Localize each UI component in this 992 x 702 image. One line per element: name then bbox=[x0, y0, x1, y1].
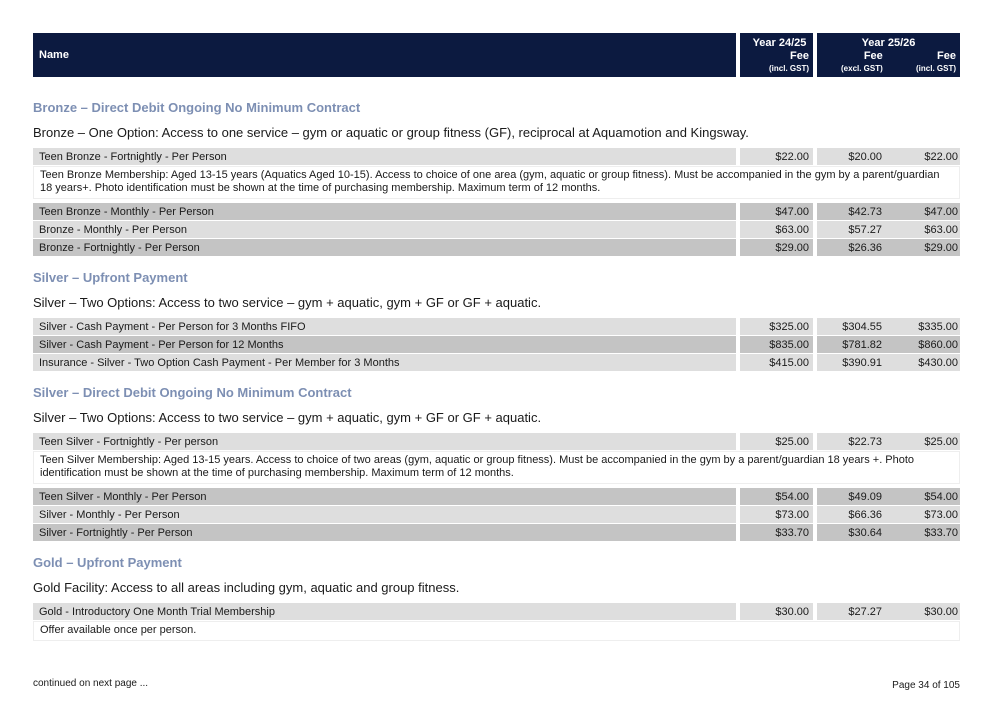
table-row bbox=[33, 221, 960, 238]
header-year-2425 bbox=[740, 33, 813, 77]
row-fee-2526-ex: $49.09 bbox=[817, 488, 887, 505]
row-fee-2526-ex: $781.82 bbox=[817, 336, 887, 353]
section-silver-direct-debit bbox=[33, 385, 960, 541]
header-year2-sub-in: (incl. GST) bbox=[916, 64, 956, 73]
row-fee-2526-in: $860.00 bbox=[887, 336, 960, 353]
section-title: Gold – Upfront Payment bbox=[33, 555, 182, 570]
row-fee-2526-in: $29.00 bbox=[887, 239, 960, 256]
table-row bbox=[33, 239, 960, 256]
section-description: Gold Facility: Access to all areas including gym, aquatic and group fitness. bbox=[33, 580, 460, 595]
row-name: Teen Silver - Monthly - Per Person bbox=[33, 488, 736, 505]
row-name: Bronze - Fortnightly - Per Person bbox=[33, 239, 736, 256]
row-fee-2526-ex: $57.27 bbox=[817, 221, 887, 238]
header-year1-fee: Fee bbox=[790, 50, 809, 62]
row-fee-2526-in: $54.00 bbox=[887, 488, 960, 505]
row-fee-2425: $835.00 bbox=[740, 336, 813, 353]
table-row bbox=[33, 506, 960, 523]
table-row bbox=[33, 354, 960, 371]
table-row bbox=[33, 524, 960, 541]
row-fee-2526-ex: $304.55 bbox=[817, 318, 887, 335]
row-name: Teen Bronze - Fortnightly - Per Person bbox=[33, 148, 736, 165]
header-year2-label: Year 25/26 bbox=[861, 37, 916, 49]
section-description: Bronze – One Option: Access to one service – gym or aquatic or group fitness (GF), reciprocal at Aquamotion and Kingsway. bbox=[33, 125, 749, 140]
row-fee-2425: $325.00 bbox=[740, 318, 813, 335]
row-fee-2425: $54.00 bbox=[740, 488, 813, 505]
row-name: Bronze - Monthly - Per Person bbox=[33, 221, 736, 238]
row-name: Gold - Introductory One Month Trial Membership bbox=[33, 603, 736, 620]
row-fee-2526-in: $33.70 bbox=[887, 524, 960, 541]
row-note: Teen Bronze Membership: Aged 13-15 years (Aquatics Aged 10-15). Access to choice of one area (gym, aquatic or group fitness). Must be accompanied in the gym by a parent/guardian 18 years+. Photo identification must be shown at the time of purchasing membership. Maximum term of 12 months. bbox=[33, 166, 960, 199]
header-year-2526 bbox=[817, 33, 960, 77]
page-number: Page 34 of 105 bbox=[892, 680, 960, 691]
row-name: Teen Bronze - Monthly - Per Person bbox=[33, 203, 736, 220]
table-row bbox=[33, 336, 960, 353]
row-fee-2526-in: $25.00 bbox=[887, 433, 960, 450]
header-year1-sub: (incl. GST) bbox=[769, 64, 809, 73]
table-row bbox=[33, 318, 960, 335]
section-silver-upfront bbox=[33, 270, 960, 371]
row-fee-2526-in: $73.00 bbox=[887, 506, 960, 523]
row-fee-2526-ex: $66.36 bbox=[817, 506, 887, 523]
row-fee-2526-ex: $390.91 bbox=[817, 354, 887, 371]
row-fee-2526-in: $430.00 bbox=[887, 354, 960, 371]
continued-note: continued on next page ... bbox=[33, 678, 149, 689]
row-name: Insurance - Silver - Two Option Cash Payment - Per Member for 3 Months bbox=[33, 354, 736, 371]
row-fee-2425: $63.00 bbox=[740, 221, 813, 238]
row-name: Silver - Cash Payment - Per Person for 3 Months FIFO bbox=[33, 318, 736, 335]
row-fee-2425: $29.00 bbox=[740, 239, 813, 256]
header-year2-fee-in: Fee bbox=[937, 50, 956, 62]
section-title: Silver – Direct Debit Ongoing No Minimum Contract bbox=[33, 385, 352, 400]
row-fee-2526-in: $63.00 bbox=[887, 221, 960, 238]
section-description: Silver – Two Options: Access to two service – gym + aquatic, gym + GF or GF + aquatic. bbox=[33, 295, 542, 310]
row-fee-2526-in: $22.00 bbox=[887, 148, 960, 165]
row-fee-2526-ex: $26.36 bbox=[817, 239, 887, 256]
row-fee-2526-in: $335.00 bbox=[887, 318, 960, 335]
table-row bbox=[33, 603, 960, 620]
table-row bbox=[33, 433, 960, 450]
section-title: Bronze – Direct Debit Ongoing No Minimum Contract bbox=[33, 100, 361, 115]
row-fee-2425: $415.00 bbox=[740, 354, 813, 371]
header-year1-label: Year 24/25 bbox=[752, 37, 807, 49]
row-name: Silver - Fortnightly - Per Person bbox=[33, 524, 736, 541]
row-fee-2425: $73.00 bbox=[740, 506, 813, 523]
table-row bbox=[33, 148, 960, 165]
section-gold-upfront bbox=[33, 555, 960, 641]
row-fee-2425: $33.70 bbox=[740, 524, 813, 541]
row-fee-2526-in: $47.00 bbox=[887, 203, 960, 220]
row-fee-2526-ex: $27.27 bbox=[817, 603, 887, 620]
table-header bbox=[33, 33, 960, 77]
row-fee-2526-ex: $20.00 bbox=[817, 148, 887, 165]
row-fee-2425: $22.00 bbox=[740, 148, 813, 165]
row-fee-2526-ex: $22.73 bbox=[817, 433, 887, 450]
fee-schedule-page bbox=[33, 33, 960, 645]
row-name: Teen Silver - Fortnightly - Per person bbox=[33, 433, 736, 450]
header-name: Name bbox=[33, 33, 736, 77]
table-row bbox=[33, 203, 960, 220]
section-description: Silver – Two Options: Access to two service – gym + aquatic, gym + GF or GF + aquatic. bbox=[33, 410, 542, 425]
row-name: Silver - Cash Payment - Per Person for 12 Months bbox=[33, 336, 736, 353]
section-bronze-direct-debit bbox=[33, 100, 960, 256]
row-name: Silver - Monthly - Per Person bbox=[33, 506, 736, 523]
section-title: Silver – Upfront Payment bbox=[33, 270, 188, 285]
row-fee-2425: $25.00 bbox=[740, 433, 813, 450]
row-fee-2526-in: $30.00 bbox=[887, 603, 960, 620]
row-note: Offer available once per person. bbox=[33, 621, 960, 641]
row-fee-2425: $47.00 bbox=[740, 203, 813, 220]
row-note: Teen Silver Membership: Aged 13-15 years. Access to choice of two areas (gym, aquatic or group fitness). Must be accompanied in the gym by a parent/guardian 18 years +. Photo identification must be shown at the time of purchasing membership. Maximum term of 12 months. bbox=[33, 451, 960, 484]
row-fee-2526-ex: $42.73 bbox=[817, 203, 887, 220]
header-year2-fee-ex: Fee bbox=[863, 50, 883, 62]
row-fee-2526-ex: $30.64 bbox=[817, 524, 887, 541]
header-year2-sub-ex: (excl. GST) bbox=[841, 64, 883, 73]
table-row bbox=[33, 488, 960, 505]
row-fee-2425: $30.00 bbox=[740, 603, 813, 620]
